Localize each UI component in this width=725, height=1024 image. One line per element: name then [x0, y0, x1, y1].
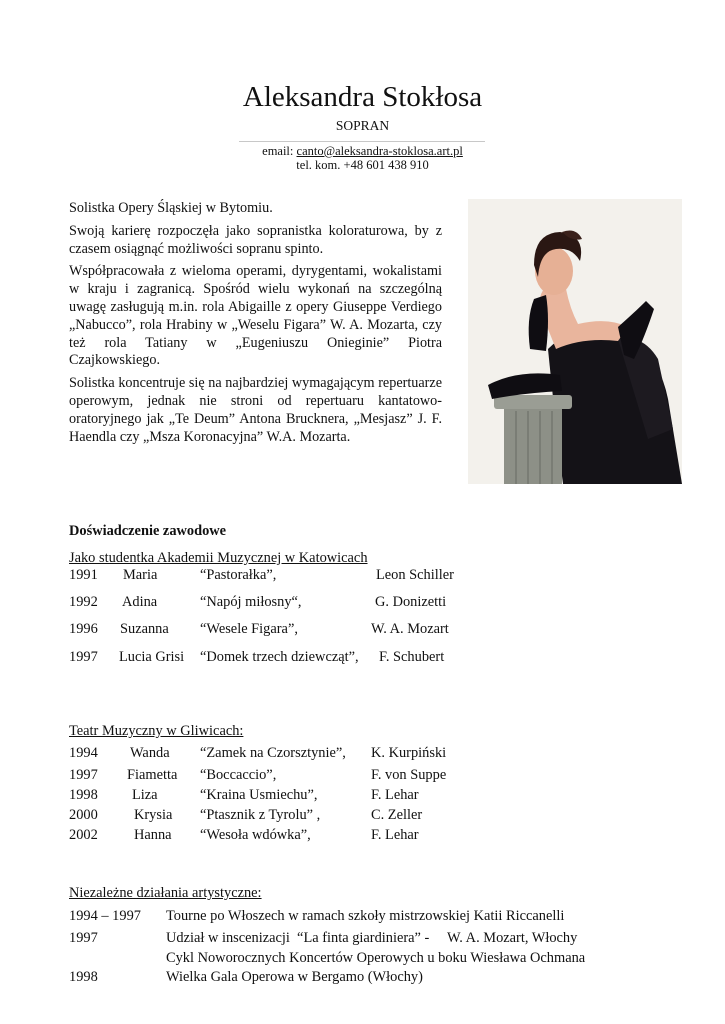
bio-paragraph: Współpracowała z wieloma operami, dyrygentami, wokalistami w kraju i zagranicą. Spośród wielu wykonań na szczególną uwagę zasługują m.in. rola Abigaille z opery Giuseppe Verdiego „Nabucco”, rola Hrabiny w „Weselu Figara” W. A. Mozarta, czy też rola Tatiany w „Eugeniuszu Onieginie” Piotra Czajkowskiego.	[69, 263, 442, 369]
work: “Boccaccio”,	[200, 767, 277, 783]
year: 1997	[69, 767, 98, 783]
academy-heading: Jako studentka Akademii Muzycznej w Katowicach	[69, 550, 368, 566]
header-divider	[239, 141, 485, 142]
activity: Udział w inscenizacji “La finta giardiniera” - W. A. Mozart, Włochy	[166, 930, 578, 946]
role: Lucia Grisi	[119, 649, 185, 665]
work: “Napój miłosny“,	[200, 594, 302, 610]
composer: W. A. Mozart	[371, 621, 449, 637]
composer: F. Lehar	[371, 787, 419, 803]
bio-paragraph: Swoją karierę rozpoczęła jako sopranistka koloraturowa, by z czasem osiągnąć możliwości sopranu spinto.	[69, 222, 442, 257]
work: “Wesele Figara”,	[200, 621, 298, 637]
voice-type: SOPRAN	[335, 118, 390, 133]
role: Hanna	[134, 827, 172, 843]
year: 1998	[69, 787, 98, 803]
role: Wanda	[130, 745, 170, 761]
role: Fiametta	[127, 767, 178, 783]
activity: Cykl Noworocznych Koncertów Operowych u boku Wiesława Ochmana	[166, 950, 586, 966]
bio-paragraph: Solistka koncentruje się na najbardziej wymagającym repertuarze operowym, jednak nie stroni od repertuaru kantatowo-oratoryjnego jak „Te Deum” Antona Brucknera, „Mesjasz” J. F. Haendla czy „Msza Koronacyjna” W.A. Mozarta.	[69, 375, 442, 445]
composer: K. Kurpiński	[371, 745, 447, 761]
composer: F. Lehar	[371, 827, 419, 843]
role: Liza	[132, 787, 158, 803]
phone-line: tel. kom. +48 601 438 910	[296, 158, 429, 172]
activity: Wielka Gala Operowa w Bergamo (Włochy)	[166, 969, 423, 985]
work: “Pastorałka”,	[200, 567, 277, 583]
work: “Wesoła wdówka”,	[200, 827, 311, 843]
bio-paragraph: Solistka Opery Śląskiej w Bytomiu.	[69, 200, 273, 216]
role: Maria	[123, 567, 158, 583]
year: 1994	[69, 745, 98, 761]
year: 1994 – 1997	[69, 908, 141, 924]
composer: G. Donizetti	[375, 594, 447, 610]
year: 2000	[69, 807, 98, 823]
singer-name: Aleksandra Stokłosa	[242, 81, 483, 113]
year: 1997	[69, 930, 98, 946]
biography	[69, 200, 442, 451]
work: “Zamek na Czorsztynie”,	[200, 745, 346, 761]
year: 1991	[69, 567, 98, 583]
role: Adina	[122, 594, 158, 610]
independent-heading: Niezależne działania artystyczne:	[69, 885, 262, 901]
role: Krysia	[134, 807, 173, 823]
work: “Domek trzech dziewcząt”,	[200, 649, 359, 665]
email-label: email:	[262, 144, 297, 158]
composer: F. von Suppe	[371, 767, 447, 783]
role: Suzanna	[120, 621, 169, 637]
composer: Leon Schiller	[376, 567, 454, 583]
year: 1992	[69, 594, 98, 610]
work: “Ptasznik z Tyrolu” ,	[200, 807, 321, 823]
email-link[interactable]: canto@aleksandra-stoklosa.art.pl	[296, 144, 463, 158]
composer: C. Zeller	[371, 807, 423, 823]
year: 1996	[69, 621, 98, 637]
theatre-heading: Teatr Muzyczny w Gliwicach:	[69, 723, 244, 739]
year: 2002	[69, 827, 98, 843]
activity: Tourne po Włoszech w ramach szkoły mistrzowskiej Katii Riccanelli	[166, 908, 565, 924]
portrait-photo	[468, 199, 682, 484]
composer: F. Schubert	[379, 649, 445, 665]
work: “Kraina Usmiechu”,	[200, 787, 318, 803]
experience-heading: Doświadczenie zawodowe	[69, 523, 227, 539]
portrait-illustration	[468, 199, 682, 484]
year: 1997	[69, 649, 98, 665]
year: 1998	[69, 969, 98, 985]
email-line	[0, 144, 725, 158]
